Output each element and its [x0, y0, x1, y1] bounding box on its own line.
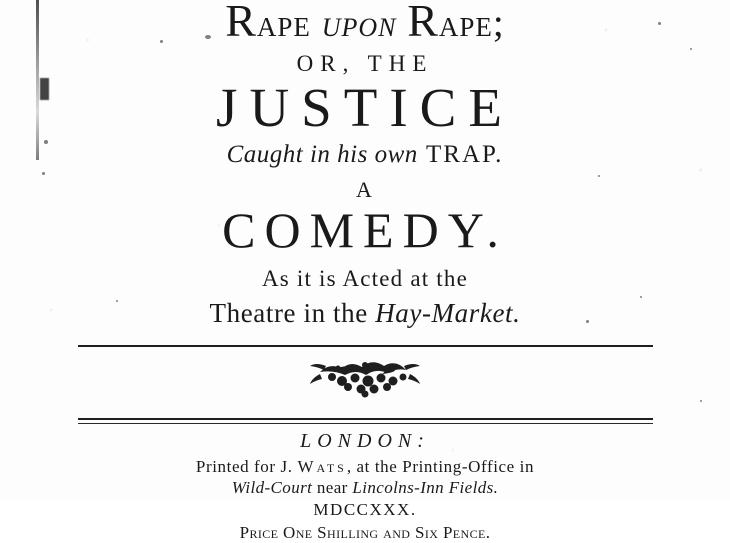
imprint-price: Price One Shilling and Six Pence.	[239, 522, 491, 542]
title-caught-line	[0, 141, 730, 169]
title-caught-italic: Caught in his own	[226, 140, 418, 168]
imprint-address	[0, 478, 730, 498]
genre-comedy: COMEDY.	[222, 201, 508, 258]
main-title-text: Rape upon Rape;	[225, 0, 505, 46]
divider-rule-double	[78, 418, 653, 424]
title-justice: JUSTICE	[216, 77, 514, 139]
performance-line-2	[0, 298, 730, 329]
imprint-printer-name: Wats	[297, 456, 347, 476]
divider-rule-thin	[78, 423, 653, 424]
imprint-printer	[0, 457, 730, 477]
floral-printers-ornament	[260, 356, 470, 398]
theatre-venue: Hay-Market.	[375, 297, 521, 328]
imprint-address-near: near	[312, 477, 353, 497]
imprint-address-street: Wild-Court	[231, 477, 313, 497]
subtitle-or: OR, THE	[296, 51, 434, 77]
title-trap: TRAP.	[426, 140, 504, 168]
imprint-year: MDCCXXX.	[313, 499, 417, 519]
imprint-address-locality: Lincolns-Inn Fields.	[352, 477, 499, 497]
imprint-printer-suffix: , at the Printing-Office in	[346, 456, 535, 476]
title-caught-roman	[418, 141, 426, 168]
article-a: A	[356, 176, 374, 202]
performance-line-1: As it is Acted at the	[262, 265, 468, 291]
imprint-city: LONDON:	[300, 429, 430, 452]
theatre-prefix: Theatre in the	[209, 297, 376, 328]
divider-rule-thick	[78, 418, 653, 420]
main-title	[0, 0, 730, 44]
imprint-printer-prefix: Printed for J.	[195, 456, 298, 476]
divider-rule-top	[78, 345, 653, 347]
imprint-block	[0, 430, 730, 543]
